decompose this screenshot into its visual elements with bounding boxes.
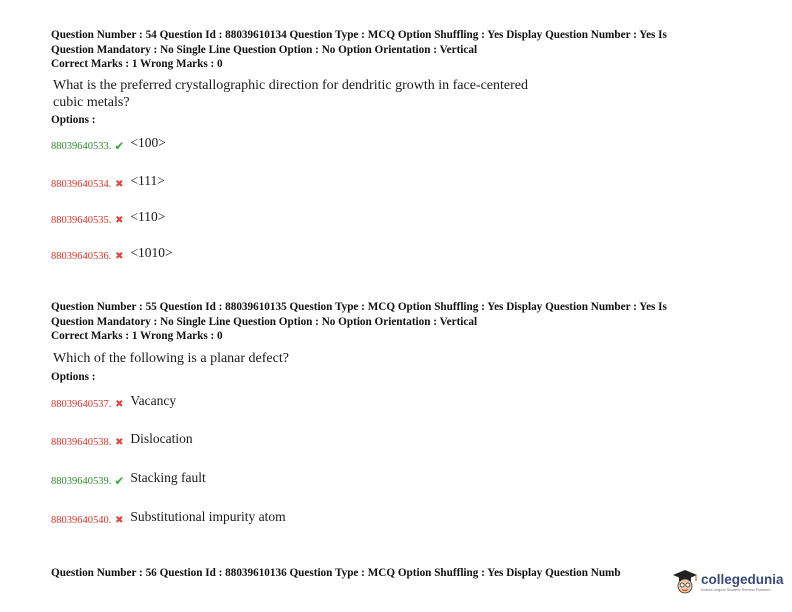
option-text: Stacking fault xyxy=(130,470,206,485)
question-text-line: Which of the following is a planar defect? xyxy=(53,351,289,366)
question-text-line: What is the preferred crystallographic direction for dendritic growth in face-centered xyxy=(53,78,529,93)
option-id: 88039640539. xyxy=(51,475,112,487)
check-icon: ✔ xyxy=(114,138,125,153)
question-55-meta xyxy=(51,300,731,344)
option-row xyxy=(51,245,173,264)
meta-line: Question Number : 54 Question Id : 88039610134 Question Type : MCQ Option Shuffling : Yes Display Question Number : Yes Is xyxy=(51,29,667,41)
meta-line: Question Mandatory : No Single Line Question Option : No Option Orientation : Vertical xyxy=(51,315,478,328)
question-55-text xyxy=(53,351,289,368)
option-text: <111> xyxy=(130,173,165,188)
option-row xyxy=(51,209,166,228)
collegedunia-logo xyxy=(672,568,784,596)
question-54-text xyxy=(53,78,528,111)
option-id: 88039640533. xyxy=(51,140,112,152)
option-id: 88039640534. xyxy=(51,178,112,190)
options-label: Options : xyxy=(51,371,96,383)
marks-line: Correct Marks : 1 Wrong Marks : 0 xyxy=(51,330,223,342)
option-id: 88039640535. xyxy=(51,214,112,226)
option-row xyxy=(51,431,193,450)
options-label: Options : xyxy=(51,114,96,126)
option-id: 88039640537. xyxy=(51,398,112,410)
option-row xyxy=(51,509,286,528)
graduate-mascot-icon xyxy=(672,568,698,596)
meta-line: Question Number : 55 Question Id : 88039610135 Question Type : MCQ Option Shuffling : Yes Display Question Number : Yes Is xyxy=(51,301,667,313)
option-id: 88039640540. xyxy=(51,514,112,526)
cross-icon: ✖ xyxy=(115,398,124,410)
option-text: <1010> xyxy=(130,245,173,260)
option-row xyxy=(51,173,165,192)
option-row xyxy=(51,135,166,154)
cross-icon: ✖ xyxy=(115,178,124,190)
option-row xyxy=(51,393,177,412)
option-text: <110> xyxy=(130,209,166,224)
question-text-line: cubic metals? xyxy=(53,94,130,110)
meta-line: Question Mandatory : No Single Line Question Option : No Option Orientation : Vertical xyxy=(51,43,478,56)
question-56-meta xyxy=(51,566,671,581)
cross-icon: ✖ xyxy=(115,436,124,448)
question-54-meta xyxy=(51,28,731,72)
option-id: 88039640536. xyxy=(51,250,112,262)
brand-name: collegedunia xyxy=(701,571,784,587)
option-id: 88039640538. xyxy=(51,436,112,448)
marks-line: Correct Marks : 1 Wrong Marks : 0 xyxy=(51,58,223,70)
option-text: Vacancy xyxy=(130,393,177,408)
cross-icon: ✖ xyxy=(115,250,124,262)
brand-tagline: India's largest Student Review Platform xyxy=(701,586,771,592)
option-text: <100> xyxy=(130,135,166,150)
cross-icon: ✖ xyxy=(115,214,124,226)
option-row xyxy=(51,470,206,489)
check-icon: ✔ xyxy=(114,473,125,488)
meta-line: Question Number : 56 Question Id : 88039610136 Question Type : MCQ Option Shuffling : Yes Display Question Numb xyxy=(51,567,621,579)
option-text: Substitutional impurity atom xyxy=(130,509,286,524)
option-text: Dislocation xyxy=(130,431,193,446)
cross-icon: ✖ xyxy=(115,514,124,526)
